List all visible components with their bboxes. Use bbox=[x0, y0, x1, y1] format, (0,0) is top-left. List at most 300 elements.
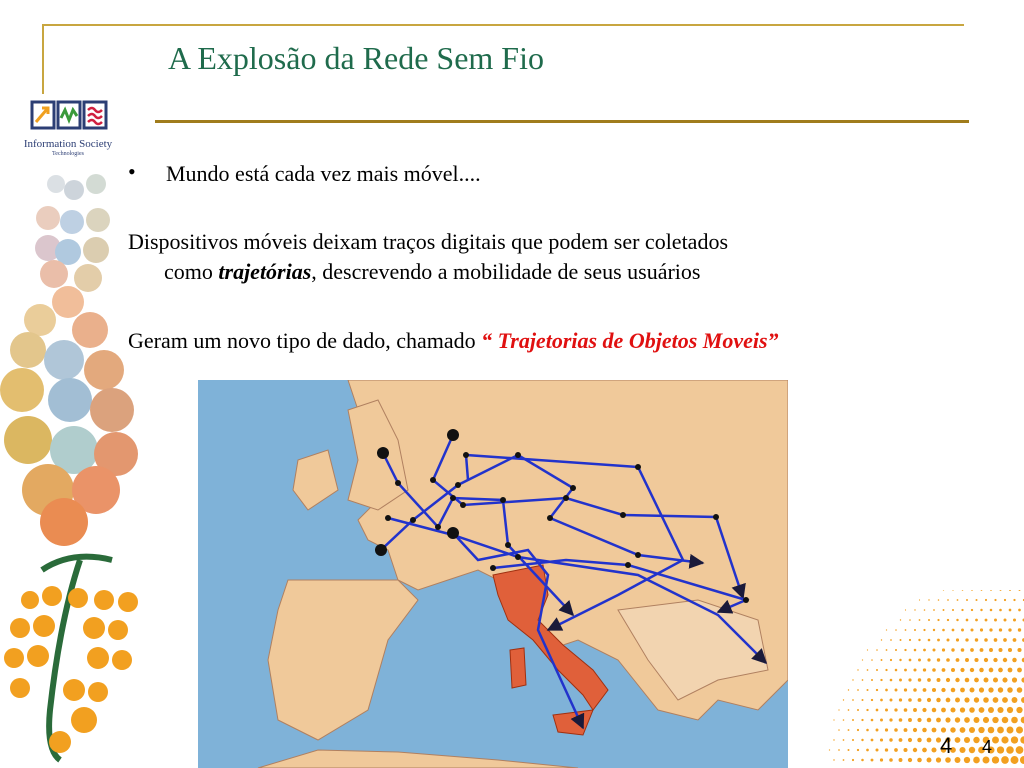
decor-dot bbox=[961, 648, 965, 652]
decor-dot bbox=[928, 639, 931, 642]
decor-dot bbox=[909, 619, 911, 621]
decor-dot bbox=[1018, 609, 1021, 612]
decor-dot bbox=[964, 737, 970, 743]
decor-dot bbox=[886, 629, 887, 630]
decor-dot bbox=[899, 718, 903, 722]
decor-dot bbox=[932, 708, 937, 713]
decor-dot bbox=[895, 649, 897, 651]
decor-dot bbox=[904, 728, 908, 732]
decor-dot bbox=[951, 648, 954, 651]
decor-dot bbox=[871, 659, 873, 661]
decor-dot bbox=[981, 590, 983, 591]
decor-dot bbox=[999, 609, 1002, 612]
decor-dot bbox=[913, 728, 917, 732]
decor-dot bbox=[905, 629, 907, 631]
decor-dot bbox=[899, 679, 902, 682]
decor-dot bbox=[980, 648, 984, 652]
decor-dot bbox=[876, 709, 879, 712]
decor-dot bbox=[928, 619, 930, 621]
decor-dot bbox=[927, 658, 930, 661]
decor-dot bbox=[866, 729, 869, 732]
decor-dot bbox=[1004, 599, 1006, 601]
decor-dot bbox=[889, 718, 892, 721]
decor-dot bbox=[927, 758, 932, 763]
decor-dot bbox=[950, 707, 955, 712]
decor-dot bbox=[903, 748, 907, 752]
decor-dot bbox=[1008, 648, 1012, 652]
decor-dot bbox=[908, 678, 911, 681]
decor-dot bbox=[1013, 638, 1017, 642]
decor-dot bbox=[988, 687, 993, 692]
decor-dot bbox=[904, 688, 907, 691]
decor-dot bbox=[997, 707, 1003, 713]
decor-dot bbox=[992, 756, 999, 763]
decor-dot bbox=[1013, 599, 1015, 601]
decor-dot bbox=[843, 759, 845, 761]
decor-dot bbox=[964, 757, 970, 763]
decor-dot bbox=[998, 668, 1003, 673]
decor-dot bbox=[871, 759, 874, 762]
decor-dot bbox=[937, 678, 941, 682]
decor-dot bbox=[998, 687, 1003, 692]
decor-dot bbox=[852, 739, 854, 741]
decor-dot bbox=[922, 728, 927, 733]
decor-dot bbox=[951, 688, 956, 693]
decor-dot bbox=[876, 669, 878, 671]
decor-dot bbox=[848, 729, 850, 731]
decor-dot bbox=[937, 639, 940, 642]
decor-dot bbox=[988, 707, 994, 713]
decor-dot bbox=[885, 689, 888, 692]
logo-label: Information Society bbox=[23, 138, 113, 150]
decor-dot bbox=[927, 718, 932, 723]
decor-dot bbox=[895, 629, 897, 631]
decor-dot bbox=[904, 669, 907, 672]
decor-dot bbox=[973, 737, 979, 743]
decor-dot bbox=[914, 609, 915, 610]
decor-dot bbox=[857, 669, 858, 670]
decor-dot bbox=[965, 658, 969, 662]
decor-dot bbox=[886, 649, 888, 651]
decor-dot bbox=[979, 687, 984, 692]
title-underline bbox=[155, 120, 969, 123]
decor-dot bbox=[914, 629, 916, 631]
decor-dot bbox=[979, 707, 985, 713]
decor-dot bbox=[932, 668, 936, 672]
decor-dot bbox=[983, 717, 989, 723]
decor-dot bbox=[1016, 726, 1023, 733]
decor-dot bbox=[914, 649, 917, 652]
decor-dot bbox=[961, 609, 963, 611]
decor-dot bbox=[998, 648, 1002, 652]
decor-dot bbox=[880, 758, 883, 761]
decor-dot bbox=[838, 729, 840, 731]
decor-dot bbox=[993, 697, 999, 703]
decor-dot bbox=[913, 688, 917, 692]
paragraph-1-line-2 bbox=[128, 257, 988, 287]
decor-dot bbox=[990, 609, 993, 612]
decor-dot bbox=[933, 629, 935, 631]
decor-dot bbox=[946, 658, 950, 662]
decor-dot bbox=[988, 727, 995, 734]
decor-dot bbox=[913, 708, 917, 712]
paragraph-1-prefix: como bbox=[164, 259, 219, 284]
decor-dot bbox=[997, 746, 1004, 753]
decor-dot bbox=[974, 717, 980, 723]
decor-dot bbox=[1000, 590, 1002, 591]
decor-dot bbox=[861, 699, 863, 701]
decor-dot bbox=[984, 658, 988, 662]
decor-dot bbox=[900, 639, 902, 641]
decor-dot bbox=[894, 708, 897, 711]
decor-dot bbox=[922, 708, 926, 712]
decor-dot bbox=[1006, 746, 1014, 754]
decor-dot bbox=[1007, 727, 1014, 734]
decor-dot bbox=[899, 698, 902, 701]
decor-dot bbox=[941, 708, 946, 713]
decor-dot bbox=[881, 639, 882, 640]
decor-dot bbox=[880, 719, 883, 722]
decor-dot bbox=[924, 609, 926, 611]
decor-dot bbox=[984, 638, 988, 642]
decor-dot bbox=[843, 739, 845, 741]
paragraph-1-suffix: , descrevendo a mobilidade de seus usuários bbox=[311, 259, 701, 284]
decor-dot bbox=[880, 699, 883, 702]
decor-dot bbox=[862, 679, 864, 681]
decor-dot bbox=[965, 638, 968, 641]
decor-dot bbox=[1003, 638, 1007, 642]
decor-dot bbox=[936, 718, 941, 723]
decor-dot bbox=[1003, 658, 1007, 662]
bullet-text: Mundo está cada vez mais móvel.... bbox=[166, 161, 481, 186]
decor-dot bbox=[971, 609, 973, 611]
decor-dot bbox=[861, 719, 863, 721]
decor-dot bbox=[895, 669, 898, 672]
decor-dot bbox=[1016, 707, 1022, 713]
decor-dot bbox=[956, 638, 959, 641]
decor-dot bbox=[913, 748, 917, 752]
decor-dot bbox=[956, 619, 958, 621]
decor-dot bbox=[867, 649, 868, 650]
decor-dot bbox=[985, 619, 988, 622]
decor-dot bbox=[989, 648, 993, 652]
decor-dot bbox=[970, 688, 975, 693]
decor-dot bbox=[1013, 618, 1016, 621]
decor-dot bbox=[918, 698, 922, 702]
decor-dot bbox=[838, 749, 840, 751]
decor-dot bbox=[962, 590, 964, 591]
slide-title: A Explosão da Rede Sem Fio bbox=[168, 40, 544, 76]
decor-dot bbox=[881, 659, 883, 661]
decor-dot bbox=[932, 728, 937, 733]
decor-dot bbox=[1007, 707, 1013, 713]
decor-dot bbox=[861, 759, 864, 762]
decor-dot bbox=[1011, 756, 1019, 764]
decor-dot bbox=[857, 729, 859, 731]
decor-dot bbox=[1002, 677, 1007, 682]
paragraph-1 bbox=[128, 227, 988, 287]
decor-dot bbox=[975, 619, 978, 622]
decor-dot bbox=[899, 758, 903, 762]
decor-dot bbox=[993, 658, 997, 662]
decor-dot bbox=[852, 719, 854, 721]
decor-dot bbox=[964, 697, 969, 702]
decor-dot bbox=[913, 668, 916, 671]
decor-dot bbox=[899, 738, 903, 742]
decor-dot bbox=[1019, 590, 1021, 591]
decor-dot bbox=[975, 638, 978, 641]
paragraph-1-line-1: Dispositivos móveis deixam traços digitais que podem ser coletados bbox=[128, 229, 729, 254]
decor-dot bbox=[1001, 736, 1008, 743]
decor-dot bbox=[974, 678, 979, 683]
decor-dot bbox=[889, 758, 893, 762]
decor-dot bbox=[933, 609, 935, 611]
decor-dot bbox=[908, 758, 912, 762]
decor-dot bbox=[1008, 668, 1013, 673]
decor-dot bbox=[974, 658, 978, 662]
decor-dot bbox=[895, 689, 898, 692]
decor-dot bbox=[932, 648, 935, 651]
decor-dot bbox=[1004, 619, 1007, 622]
decor-dot bbox=[923, 688, 927, 692]
decor-dot bbox=[970, 628, 973, 631]
decor-dot bbox=[833, 719, 834, 720]
decor-dot bbox=[952, 609, 954, 611]
decor-dot bbox=[862, 659, 863, 660]
decor-dot bbox=[852, 759, 854, 761]
decor-dot bbox=[1011, 717, 1018, 724]
decor-dot bbox=[927, 698, 931, 702]
decor-dot bbox=[993, 677, 998, 682]
decor-dot bbox=[964, 717, 970, 723]
decor-dot bbox=[875, 748, 878, 751]
highlight-term: “ Trajetorias de Objetos Moveis” bbox=[481, 328, 779, 353]
decor-dot bbox=[937, 619, 939, 621]
decor-dot bbox=[1017, 668, 1022, 673]
decor-dot bbox=[833, 739, 834, 740]
decor-dot bbox=[904, 649, 906, 651]
decor-dot bbox=[919, 619, 921, 621]
decor-dot bbox=[894, 748, 898, 752]
decor-dot bbox=[848, 749, 850, 751]
decor-dot bbox=[932, 688, 936, 692]
decor-dot bbox=[990, 590, 992, 591]
decor-dot bbox=[919, 599, 920, 600]
decor-dot bbox=[952, 590, 953, 591]
decor-dot bbox=[999, 628, 1002, 631]
decor-dot bbox=[866, 709, 868, 711]
decor-dot bbox=[956, 658, 960, 662]
decor-dot bbox=[894, 728, 898, 732]
decorative-right-pattern bbox=[820, 590, 1024, 768]
decor-dot bbox=[908, 738, 912, 742]
decor-dot bbox=[945, 717, 950, 722]
decor-dot bbox=[992, 717, 998, 723]
decor-dot bbox=[927, 678, 931, 682]
decor-dot bbox=[970, 668, 974, 672]
decor-dot bbox=[871, 739, 874, 742]
decor-dot bbox=[838, 709, 839, 710]
decor-dot bbox=[978, 727, 984, 733]
decor-dot bbox=[955, 678, 959, 682]
decor-dot bbox=[941, 727, 946, 732]
decor-dot bbox=[923, 649, 926, 652]
decor-dot bbox=[969, 707, 975, 713]
decor-dot bbox=[852, 699, 854, 701]
decor-dot bbox=[994, 619, 997, 622]
decor-dot bbox=[899, 659, 901, 661]
decor-dot bbox=[861, 739, 863, 741]
decor-dot bbox=[852, 679, 853, 680]
decor-dot bbox=[950, 727, 955, 732]
decor-dot bbox=[943, 590, 944, 591]
trajectories-term: trajetórias bbox=[218, 259, 312, 284]
decor-dot bbox=[994, 638, 998, 642]
decor-dot bbox=[947, 599, 949, 601]
decor-dot bbox=[866, 689, 868, 691]
decor-dot bbox=[960, 688, 965, 693]
decor-dot bbox=[885, 748, 888, 751]
bullet-marker: • bbox=[128, 159, 136, 184]
decor-dot bbox=[917, 738, 921, 742]
decor-dot bbox=[989, 668, 994, 673]
page-number: 4 bbox=[940, 733, 953, 758]
decor-dot bbox=[979, 668, 984, 673]
frame-top-line bbox=[42, 24, 964, 26]
frame-left-line bbox=[42, 24, 44, 94]
decor-dot bbox=[936, 698, 940, 702]
paragraph-2-prefix: Geram um novo tipo de dado, chamado bbox=[128, 328, 482, 353]
decor-dot bbox=[900, 619, 901, 620]
decor-dot bbox=[1001, 756, 1009, 764]
decor-dot bbox=[1016, 746, 1024, 754]
decor-dot bbox=[1020, 736, 1024, 743]
decor-dot bbox=[918, 639, 920, 641]
decor-dot bbox=[918, 659, 921, 662]
decor-dot bbox=[994, 599, 996, 601]
decor-dot bbox=[923, 629, 925, 631]
decor-dot bbox=[943, 609, 945, 611]
decor-dot bbox=[1011, 736, 1018, 743]
decor-dot bbox=[969, 727, 975, 733]
decor-dot bbox=[960, 727, 966, 733]
decor-dot bbox=[1002, 717, 1009, 724]
decor-dot bbox=[917, 718, 921, 722]
decor-dot bbox=[971, 590, 973, 591]
decor-dot bbox=[880, 738, 883, 741]
decor-dot bbox=[980, 609, 982, 611]
decor-dot bbox=[983, 697, 989, 703]
decor-dot bbox=[959, 747, 965, 753]
decor-dot bbox=[876, 649, 878, 651]
decor-dot bbox=[1012, 697, 1018, 703]
decor-dot bbox=[966, 619, 969, 622]
decor-dot bbox=[908, 698, 912, 702]
decor-dot bbox=[917, 758, 922, 763]
decor-dot bbox=[942, 648, 945, 651]
decor-dot bbox=[833, 759, 834, 760]
decor-dot bbox=[857, 749, 859, 751]
decor-dot bbox=[966, 599, 968, 601]
decor-dot bbox=[871, 719, 874, 722]
decor-dot bbox=[876, 729, 879, 732]
decor-dot bbox=[961, 629, 964, 632]
decor-dot bbox=[946, 698, 951, 703]
decor-dot bbox=[848, 689, 849, 690]
europe-trajectory-map bbox=[198, 380, 788, 768]
decor-dot bbox=[952, 629, 955, 632]
decor-dot bbox=[969, 747, 975, 753]
decor-dot bbox=[843, 699, 844, 700]
decor-dot bbox=[857, 689, 859, 691]
decor-dot bbox=[955, 757, 961, 763]
decor-dot bbox=[890, 699, 893, 702]
decor-dot bbox=[885, 728, 888, 731]
decor-dot bbox=[965, 678, 970, 683]
decor-dot bbox=[923, 668, 926, 671]
decor-dot bbox=[955, 698, 960, 703]
decor-dot bbox=[1018, 628, 1021, 631]
decor-dot bbox=[1009, 609, 1012, 612]
decor-dot bbox=[1020, 756, 1024, 764]
decor-dot bbox=[866, 749, 869, 752]
decor-dot bbox=[975, 599, 977, 601]
decor-dot bbox=[1009, 590, 1011, 591]
decor-dot bbox=[871, 699, 873, 701]
decor-dot bbox=[928, 599, 929, 600]
decor-dot bbox=[951, 668, 955, 672]
decor-dot bbox=[880, 679, 882, 681]
decor-dot bbox=[889, 738, 892, 741]
decor-dot bbox=[937, 658, 940, 661]
decor-dot bbox=[867, 669, 869, 671]
decor-dot bbox=[938, 599, 940, 601]
decor-dot bbox=[992, 737, 999, 744]
decor-dot bbox=[1012, 677, 1017, 682]
decor-dot bbox=[890, 659, 892, 661]
logo-sublabel: Technologies bbox=[52, 151, 84, 157]
decor-dot bbox=[904, 708, 908, 712]
decor-dot bbox=[890, 679, 893, 682]
decor-dot bbox=[960, 668, 964, 672]
decor-dot bbox=[843, 719, 845, 721]
decor-dot bbox=[989, 628, 992, 631]
decor-dot bbox=[829, 749, 830, 750]
decor-dot bbox=[871, 679, 873, 681]
decor-dot bbox=[947, 639, 950, 642]
page-number-secondary: 4 bbox=[982, 737, 993, 757]
decor-dot bbox=[942, 629, 945, 632]
decor-dot bbox=[848, 709, 850, 711]
decor-dot bbox=[922, 748, 927, 753]
decor-dot bbox=[1017, 687, 1023, 693]
decor-dot bbox=[1012, 658, 1016, 662]
decor-dot bbox=[985, 599, 987, 601]
decor-dot bbox=[927, 738, 932, 743]
decor-dot bbox=[947, 619, 949, 621]
decor-dot bbox=[955, 737, 961, 743]
decor-dot bbox=[997, 727, 1004, 734]
decor-dot bbox=[1017, 648, 1021, 652]
decor-dot bbox=[905, 609, 906, 610]
decor-dot bbox=[931, 747, 936, 752]
decor-dot bbox=[876, 689, 878, 691]
decor-dot bbox=[890, 639, 892, 641]
decor-dot bbox=[1007, 687, 1013, 693]
decor-dot bbox=[955, 717, 960, 722]
decor-dot bbox=[1002, 697, 1008, 703]
decor-dot bbox=[918, 678, 921, 681]
